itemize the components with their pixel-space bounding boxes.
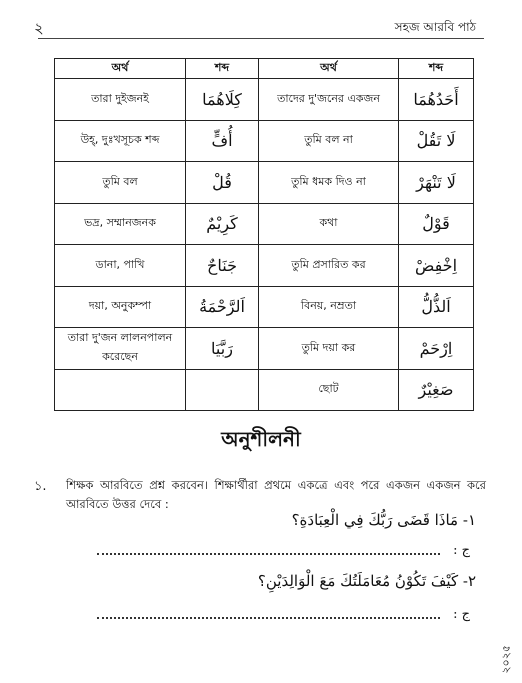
- arabic-word-cell: قُلْ: [186, 162, 259, 204]
- arabic-word-cell: لَا تَنْهَرْ: [399, 162, 474, 204]
- meaning-cell: উহ্, দুঃখসূচক শব্দ: [55, 120, 186, 162]
- exercise-number: ১.: [34, 479, 47, 494]
- arabic-word-cell: اَلرَّحْمَةُ: [186, 286, 259, 328]
- meaning-cell: বিনয়, নম্রতা: [259, 286, 399, 328]
- arabic-word-cell: كَرِيْمٌ: [186, 203, 259, 245]
- arabic-word-cell: أَحَدُهُمَا: [399, 79, 474, 121]
- table-row: [55, 79, 474, 121]
- meaning-cell: তারা দুইজনই: [55, 79, 186, 121]
- table-row: [55, 286, 474, 328]
- meaning-cell: তুমি দয়া কর: [259, 328, 399, 370]
- arabic-word-cell: صَغِيْرٌ: [399, 369, 474, 411]
- exercise-instruction: শিক্ষক আরবিতে প্রশ্ন করবেন। শিক্ষার্থীরা প্রথমে একত্রে এবং পরে একজন একজন করে আরবিতে উত্তর দেবে :: [66, 478, 486, 511]
- meaning-cell: তুমি বল: [55, 162, 186, 204]
- vocabulary-table: [54, 58, 474, 411]
- arabic-word-cell: رَبَّيَا: [186, 328, 259, 370]
- meaning-cell: দয়া, অনুকম্পা: [55, 286, 186, 328]
- arabic-word-cell: قَوْلٌ: [399, 203, 474, 245]
- arabic-word-cell: أُفٍّ: [186, 120, 259, 162]
- meaning-cell: ডানা, পাখি: [55, 245, 186, 287]
- answer-label-1: ج :: [453, 543, 470, 558]
- table-row: [55, 120, 474, 162]
- side-year-label: ২০২৫: [500, 645, 513, 674]
- answer-line-2[interactable]: [97, 617, 440, 619]
- arabic-word-cell: كِلَاهُمَا: [186, 79, 259, 121]
- question-2: ٢- كَيْفَ تَكُوْنُ مُعَامَلَتُكَ مَعَ الْوَالِدَيْنِ؟: [257, 572, 476, 590]
- header-meaning: অর্থ: [55, 59, 186, 79]
- table-row: [55, 203, 474, 245]
- header-word: শব্দ: [399, 59, 474, 79]
- header-divider: [38, 38, 484, 39]
- meaning-cell: তুমি বল না: [259, 120, 399, 162]
- answer-label-2: ج :: [453, 607, 470, 622]
- table-row: [55, 162, 474, 204]
- table-row: [55, 245, 474, 287]
- meaning-cell: [55, 369, 186, 411]
- arabic-word-cell: اِرْحَمْ: [399, 328, 474, 370]
- table-header-row: [55, 59, 474, 79]
- meaning-cell: ভদ্র, সম্মানজনক: [55, 203, 186, 245]
- arabic-word-cell: اَلذُّلُّ: [399, 286, 474, 328]
- meaning-cell: ছোট: [259, 369, 399, 411]
- arabic-word-cell: [186, 369, 259, 411]
- meaning-cell: তুমি ধমক দিও না: [259, 162, 399, 204]
- arabic-word-cell: جَنَاحٌ: [186, 245, 259, 287]
- exercise-title: অনুশীলনী: [221, 427, 301, 451]
- header-meaning: অর্থ: [259, 59, 399, 79]
- header-word: শব্দ: [186, 59, 259, 79]
- table-row: [55, 369, 474, 411]
- question-1: ١- مَاذَا قَضَى رَبُّكَ فِي الْعِبَادَةِ؟: [291, 511, 476, 529]
- meaning-cell: কথা: [259, 203, 399, 245]
- page-number: ২: [34, 19, 44, 37]
- answer-line-1[interactable]: [97, 553, 440, 555]
- table-row: [55, 328, 474, 370]
- meaning-cell: তাদের দু'জনের একজন: [259, 79, 399, 121]
- book-title: সহজ আরবি পাঠ: [394, 20, 476, 34]
- meaning-cell: তুমি প্রসারিত কর: [259, 245, 399, 287]
- arabic-word-cell: لَا تَقُلْ: [399, 120, 474, 162]
- meaning-cell: তারা দু'জন লালনপালন করেছেন: [55, 328, 186, 370]
- arabic-word-cell: اِخْفِضْ: [399, 245, 474, 287]
